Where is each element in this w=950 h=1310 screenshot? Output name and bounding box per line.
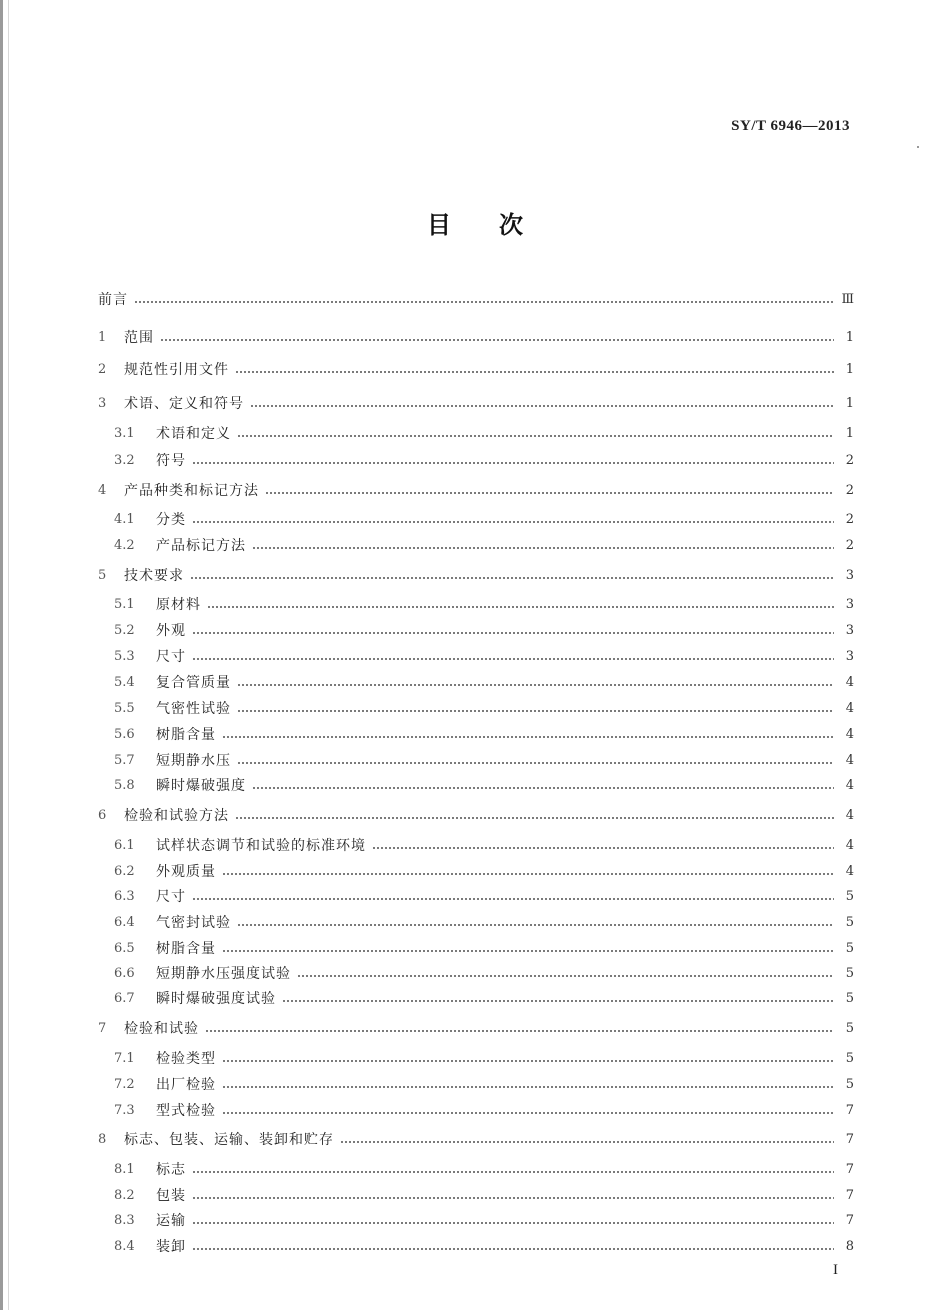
toc-entry[interactable] (96, 1019, 854, 1039)
toc-entry-number: 6.4 (114, 915, 135, 930)
toc-leader-dots (192, 898, 834, 900)
toc-entry-page: 7 (845, 1103, 854, 1118)
toc-entry-number: 3.2 (114, 453, 135, 468)
toc-leader-dots (192, 1197, 834, 1199)
scan-speck (917, 146, 919, 148)
toc-entry-number: 5.7 (114, 753, 135, 768)
toc-entry-title: 技术要求 (124, 568, 184, 584)
toc-entry-number: 6.2 (114, 864, 135, 879)
title-char-2: 次 (499, 211, 523, 239)
toc-entry-title: 尺寸 (156, 649, 186, 665)
title-char-1: 目 (427, 211, 451, 239)
toc-entry[interactable] (96, 1160, 854, 1180)
toc-entry[interactable] (96, 328, 854, 348)
toc-entry-title: 装卸 (156, 1239, 186, 1255)
toc-entry[interactable] (96, 1101, 854, 1121)
toc-entry-page: 2 (845, 512, 854, 527)
toc-entry-page: 5 (845, 1021, 854, 1036)
toc-entry-page: 1 (845, 426, 854, 441)
toc-entry-page: 5 (845, 1077, 854, 1092)
toc-entry-page: 5 (845, 966, 854, 981)
toc-entry[interactable] (96, 887, 854, 907)
toc-entry-title: 前言 (98, 292, 128, 308)
toc-entry-page: 7 (845, 1132, 854, 1147)
toc-entry[interactable] (96, 510, 854, 530)
toc-leader-dots (237, 435, 834, 437)
toc-entry-title: 树脂含量 (156, 727, 216, 743)
toc-entry-number: 6.1 (114, 838, 135, 853)
toc-entry[interactable] (96, 1130, 854, 1150)
toc-entry-number: 6.6 (114, 966, 135, 981)
toc-entry-title: 出厂检验 (156, 1077, 216, 1093)
toc-leader-dots (297, 975, 834, 977)
toc-entry-number: 5.4 (114, 675, 135, 690)
toc-entry-page: 4 (845, 727, 854, 742)
toc-entry-title: 尺寸 (156, 889, 186, 905)
toc-entry-page: 3 (845, 649, 854, 664)
toc-entry-title: 术语和定义 (156, 426, 231, 442)
toc-entry[interactable] (96, 862, 854, 882)
toc-entry-number: 6.5 (114, 941, 135, 956)
toc-entry[interactable] (96, 673, 854, 693)
toc-entry-title: 外观质量 (156, 864, 216, 880)
toc-leader-dots (265, 492, 834, 494)
toc-entry-page: 5 (845, 889, 854, 904)
toc-entry-title: 短期静水压 (156, 753, 231, 769)
toc-entry-title: 包装 (156, 1188, 186, 1204)
toc-entry-number: 4.2 (114, 538, 135, 553)
toc-entry-number: 8.2 (114, 1188, 135, 1203)
toc-entry-number: 3.1 (114, 426, 135, 441)
toc-entry-page: 4 (845, 778, 854, 793)
toc-leader-dots (340, 1141, 834, 1143)
toc-leader-dots (252, 787, 834, 789)
toc-entry-page: 2 (845, 453, 854, 468)
toc-entry[interactable] (96, 939, 854, 959)
page-title (0, 205, 950, 240)
toc-leader-dots (192, 521, 834, 523)
toc-entry-number: 7.3 (114, 1103, 135, 1118)
toc-entry-title: 检验类型 (156, 1051, 216, 1067)
toc-leader-dots (222, 1112, 834, 1114)
toc-entry-title: 术语、定义和符号 (124, 396, 244, 412)
toc-entry-title: 范围 (124, 330, 154, 346)
toc-entry[interactable] (96, 776, 854, 796)
scan-edge (0, 0, 3, 1310)
toc-entry-title: 气密性试验 (156, 701, 231, 717)
toc-entry[interactable] (96, 1049, 854, 1069)
toc-entry-title: 检验和试验 (124, 1021, 199, 1037)
toc-entry-title: 标志、包装、运输、装卸和贮存 (124, 1132, 334, 1148)
toc-leader-dots (134, 301, 834, 303)
toc-entry-title: 瞬时爆破强度试验 (156, 991, 276, 1007)
toc-entry[interactable] (96, 290, 854, 310)
toc-leader-dots (237, 684, 834, 686)
toc-entry[interactable] (96, 536, 854, 556)
toc-entry[interactable] (96, 1211, 854, 1231)
toc-entry-page: 8 (845, 1239, 854, 1254)
toc-entry-number: 5.2 (114, 623, 135, 638)
document-code: SY/T 6946—2013 (731, 118, 850, 134)
toc-entry-number: 2 (98, 362, 107, 377)
toc-entry-title: 产品标记方法 (156, 538, 246, 554)
toc-leader-dots (205, 1030, 834, 1032)
toc-entry-title: 原材料 (156, 597, 201, 613)
scan-edge-line (8, 0, 9, 1310)
toc-leader-dots (222, 1086, 834, 1088)
toc-entry[interactable] (96, 481, 854, 501)
toc-entry[interactable] (96, 1237, 854, 1257)
toc-entry-page: 5 (845, 1051, 854, 1066)
toc-entry-title: 试样状态调节和试验的标准环境 (156, 838, 366, 854)
toc-entry-page: 4 (845, 864, 854, 879)
toc-entry-page: 2 (845, 483, 854, 498)
toc-entry-page: 3 (845, 597, 854, 612)
toc-entry-title: 型式检验 (156, 1103, 216, 1119)
toc-entry-title: 树脂含量 (156, 941, 216, 957)
toc-entry[interactable] (96, 424, 854, 444)
toc-entry-title: 产品种类和标记方法 (124, 483, 259, 499)
toc-entry-page: 4 (845, 838, 854, 853)
toc-entry-number: 5.8 (114, 778, 135, 793)
toc-leader-dots (250, 405, 834, 407)
toc-entry-page: 4 (845, 753, 854, 768)
toc-leader-dots (192, 632, 834, 634)
toc-entry-title: 检验和试验方法 (124, 808, 229, 824)
toc-leader-dots (160, 339, 834, 341)
toc-leader-dots (192, 462, 834, 464)
toc-entry[interactable] (96, 451, 854, 471)
toc-entry-page: 7 (845, 1188, 854, 1203)
toc-leader-dots (282, 1000, 834, 1002)
toc-entry-title: 外观 (156, 623, 186, 639)
toc-entry-title: 运输 (156, 1213, 186, 1229)
toc-entry-number: 7.2 (114, 1077, 135, 1092)
toc-entry-page: 2 (845, 538, 854, 553)
toc-entry[interactable] (96, 836, 854, 856)
toc-entry[interactable] (96, 806, 854, 826)
toc-entry[interactable] (96, 751, 854, 771)
toc-entry-page: 7 (845, 1213, 854, 1228)
toc-entry-title: 瞬时爆破强度 (156, 778, 246, 794)
toc-entry-number: 8 (98, 1132, 107, 1147)
toc-leader-dots (235, 371, 834, 373)
toc-entry-number: 7 (98, 1021, 107, 1036)
page-number: I (833, 1262, 838, 1278)
toc-leader-dots (237, 924, 834, 926)
toc-entry-title: 复合管质量 (156, 675, 231, 691)
toc-leader-dots (222, 873, 834, 875)
toc-entry-page: 1 (845, 330, 854, 345)
toc-entry-page: 4 (845, 808, 854, 823)
toc-leader-dots (235, 817, 834, 819)
toc-entry[interactable] (96, 595, 854, 615)
toc-leader-dots (252, 547, 834, 549)
toc-leader-dots (222, 950, 834, 952)
toc-entry-page: 4 (845, 675, 854, 690)
toc-entry[interactable] (96, 360, 854, 380)
toc-leader-dots (237, 762, 834, 764)
toc-entry-title: 标志 (156, 1162, 186, 1178)
toc-entry[interactable] (96, 725, 854, 745)
toc-entry-number: 5.3 (114, 649, 135, 664)
toc-entry-number: 1 (98, 330, 107, 345)
toc-entry-page: 7 (845, 1162, 854, 1177)
toc-entry-page: 5 (845, 941, 854, 956)
toc-leader-dots (207, 606, 834, 608)
toc-entry-number: 4 (98, 483, 107, 498)
toc-entry-title: 符号 (156, 453, 186, 469)
toc-leader-dots (222, 736, 834, 738)
toc-leader-dots (192, 658, 834, 660)
toc-entry[interactable] (96, 1075, 854, 1095)
toc-entry-number: 4.1 (114, 512, 135, 527)
toc-entry[interactable] (96, 699, 854, 719)
toc-entry[interactable] (96, 989, 854, 1009)
toc-entry[interactable] (96, 566, 854, 586)
toc-entry-page: 1 (845, 396, 854, 411)
toc-leader-dots (372, 847, 834, 849)
toc-entry-title: 分类 (156, 512, 186, 528)
toc-leader-dots (190, 577, 834, 579)
toc-entry-page: 5 (845, 915, 854, 930)
toc-entry-page: 4 (845, 701, 854, 716)
toc-entry-page: 3 (845, 568, 854, 583)
toc-entry-page: 5 (845, 991, 854, 1006)
toc-entry[interactable] (96, 1186, 854, 1206)
toc-entry-number: 6 (98, 808, 107, 823)
toc-entry-page: Ⅲ (841, 292, 854, 307)
toc-entry-page: 3 (845, 623, 854, 638)
toc-leader-dots (192, 1222, 834, 1224)
toc-entry-number: 7.1 (114, 1051, 135, 1066)
toc-entry[interactable] (96, 647, 854, 667)
toc-entry-title: 短期静水压强度试验 (156, 966, 291, 982)
toc-entry-number: 8.4 (114, 1239, 135, 1254)
toc-entry-number: 5.6 (114, 727, 135, 742)
toc-entry-number: 8.1 (114, 1162, 135, 1177)
toc-leader-dots (192, 1248, 834, 1250)
toc-leader-dots (222, 1060, 834, 1062)
toc-entry-title: 规范性引用文件 (124, 362, 229, 378)
toc-entry-number: 5.5 (114, 701, 135, 716)
toc-entry[interactable] (96, 621, 854, 641)
toc-entry-number: 8.3 (114, 1213, 135, 1228)
toc-entry[interactable] (96, 913, 854, 933)
toc-entry[interactable] (96, 964, 854, 984)
toc-entry[interactable] (96, 394, 854, 414)
toc-entry-number: 3 (98, 396, 107, 411)
toc-entry-page: 1 (845, 362, 854, 377)
toc-entry-number: 6.3 (114, 889, 135, 904)
toc-entry-number: 5 (98, 568, 107, 583)
toc-leader-dots (237, 710, 834, 712)
toc-leader-dots (192, 1171, 834, 1173)
toc-entry-title: 气密封试验 (156, 915, 231, 931)
toc-entry-number: 5.1 (114, 597, 135, 612)
toc-entry-number: 6.7 (114, 991, 135, 1006)
